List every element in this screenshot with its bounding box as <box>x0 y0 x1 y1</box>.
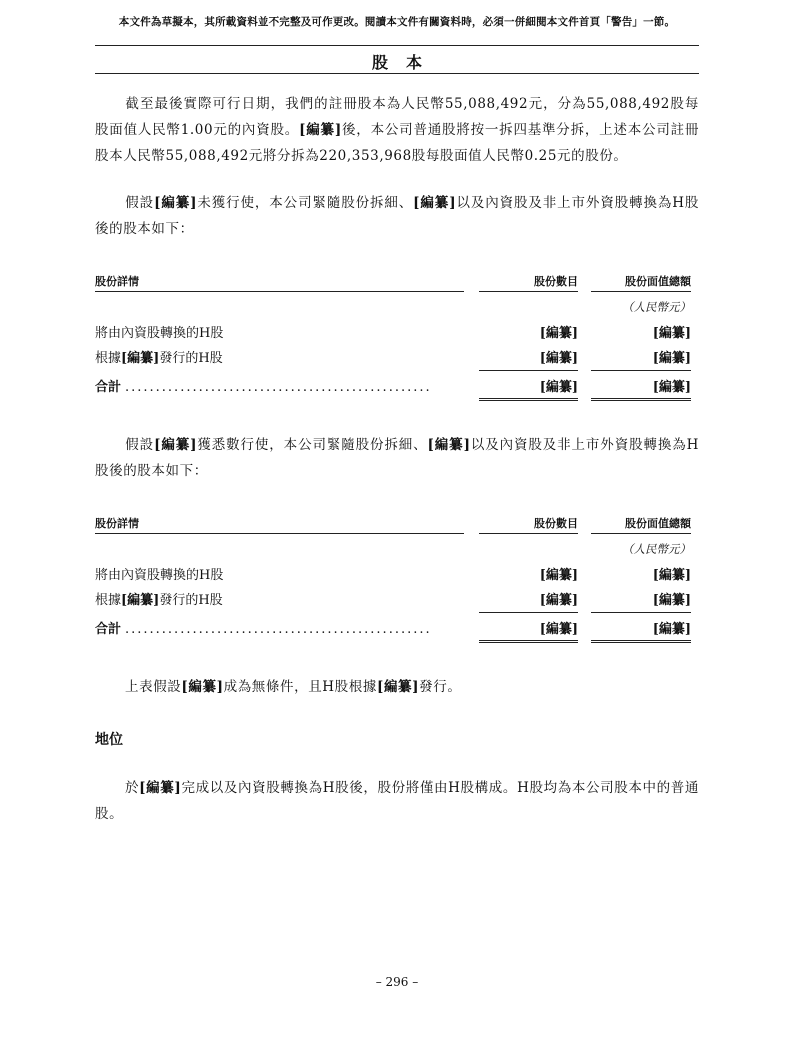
redacted-text: [編纂] <box>413 195 457 211</box>
title-rule <box>95 73 699 74</box>
column-header-shares: 股份數目 <box>479 515 578 534</box>
leader-dots: .................................................. <box>125 622 432 637</box>
row-value: [編纂] <box>591 348 691 371</box>
table-row <box>95 348 699 370</box>
currency-unit: （人民幣元） <box>622 542 691 556</box>
paragraph-text: 後，本公司普通股將按一拆四基準分拆，上述本公司註冊股本人民幣55,088,492元將分拆為220,353,968股每股面值人民幣0.25元的股份。 <box>95 122 699 164</box>
redacted-text: [編纂] <box>376 679 420 695</box>
page-number: – 296 – <box>375 975 419 989</box>
total-label: 合計 <box>95 380 122 395</box>
paragraph-text: 上表假設 <box>125 679 182 695</box>
currency-unit: （人民幣元） <box>622 300 691 314</box>
row-shares: [編纂] <box>539 568 578 583</box>
redacted-text: [編纂] <box>427 437 471 453</box>
row-value: [編纂] <box>652 568 691 583</box>
paragraph-text: 於 <box>125 780 140 796</box>
draft-warning: 本文件為草擬本，其所載資料並不完整及可作更改。閱讀本文件有關資料時，必須一併細閱本文件首頁「警告」一節。 <box>118 16 676 28</box>
redacted-text: [編纂] <box>154 437 198 453</box>
paragraph-text: 假設 <box>125 437 155 453</box>
paragraph-text: 未獲行使，本公司緊隨股份拆細、 <box>197 195 414 211</box>
page-title: 股本 <box>371 53 440 72</box>
paragraph-status <box>95 775 699 827</box>
paragraph-text: 發行。 <box>419 679 462 695</box>
row-label: 根據[編纂]發行的H股 <box>95 351 223 366</box>
column-header-value: 股份面值總額 <box>591 515 691 534</box>
row-label: 根據[編纂]發行的H股 <box>95 593 223 608</box>
section-heading-status: 地位 <box>95 732 123 748</box>
header-rule <box>95 45 699 46</box>
column-header-value: 股份面值總額 <box>591 273 691 292</box>
paragraph-text: 獲悉數行使，本公司緊隨股份拆細、 <box>197 437 428 453</box>
paragraph-text: 以及內資股及非上市外資股轉換為H股後的股本如下： <box>95 437 699 479</box>
table-header <box>95 515 699 533</box>
paragraph-scenario-not-exercised <box>95 190 699 242</box>
paragraph-text: 截至最後實際可行日期，我們的註冊股本為人民幣55,088,492元，分為55,088,492股每股面值人民幣1.00元的內資股。 <box>95 96 699 138</box>
row-shares: [編纂] <box>539 326 578 341</box>
column-header-details: 股份詳情 <box>95 515 464 534</box>
total-shares: [編纂] <box>479 377 578 401</box>
total-label: 合計 <box>95 622 122 637</box>
row-label: 將由內資股轉換的H股 <box>95 326 224 341</box>
paragraph-text: 完成以及內資股轉換為H股後，股份將僅由H股構成。H股均為本公司股本中的普通股。 <box>95 780 699 822</box>
redacted-text: [編纂] <box>154 195 198 211</box>
total-value: [編纂] <box>591 377 691 401</box>
table-row <box>95 590 699 612</box>
paragraph-text: 以及內資股及非上市外資股轉換為H股後的股本如下： <box>95 195 699 237</box>
table-total-row <box>95 619 699 641</box>
row-value: [編纂] <box>591 590 691 613</box>
redacted-text: [編纂] <box>299 122 342 138</box>
table-total-row <box>95 377 699 399</box>
row-shares: [編纂] <box>479 590 578 613</box>
paragraph-table-assumption <box>95 674 699 700</box>
table-row <box>95 565 699 587</box>
leader-dots: .................................................. <box>125 380 432 395</box>
column-header-details: 股份詳情 <box>95 273 464 292</box>
row-value: [編纂] <box>652 326 691 341</box>
row-label: 將由內資股轉換的H股 <box>95 568 224 583</box>
total-shares: [編纂] <box>479 619 578 643</box>
paragraph-registered-capital <box>95 91 699 169</box>
paragraph-text: 成為無條件，且H股根據 <box>223 679 377 695</box>
table-header <box>95 273 699 291</box>
paragraph-scenario-fully-exercised <box>95 432 699 484</box>
paragraph-text: 假設 <box>125 195 155 211</box>
row-shares: [編纂] <box>479 348 578 371</box>
table-row <box>95 323 699 345</box>
redacted-text: [編纂] <box>181 679 224 695</box>
column-header-shares: 股份數目 <box>479 273 578 292</box>
redacted-text: [編纂] <box>139 780 182 796</box>
total-value: [編纂] <box>591 619 691 643</box>
